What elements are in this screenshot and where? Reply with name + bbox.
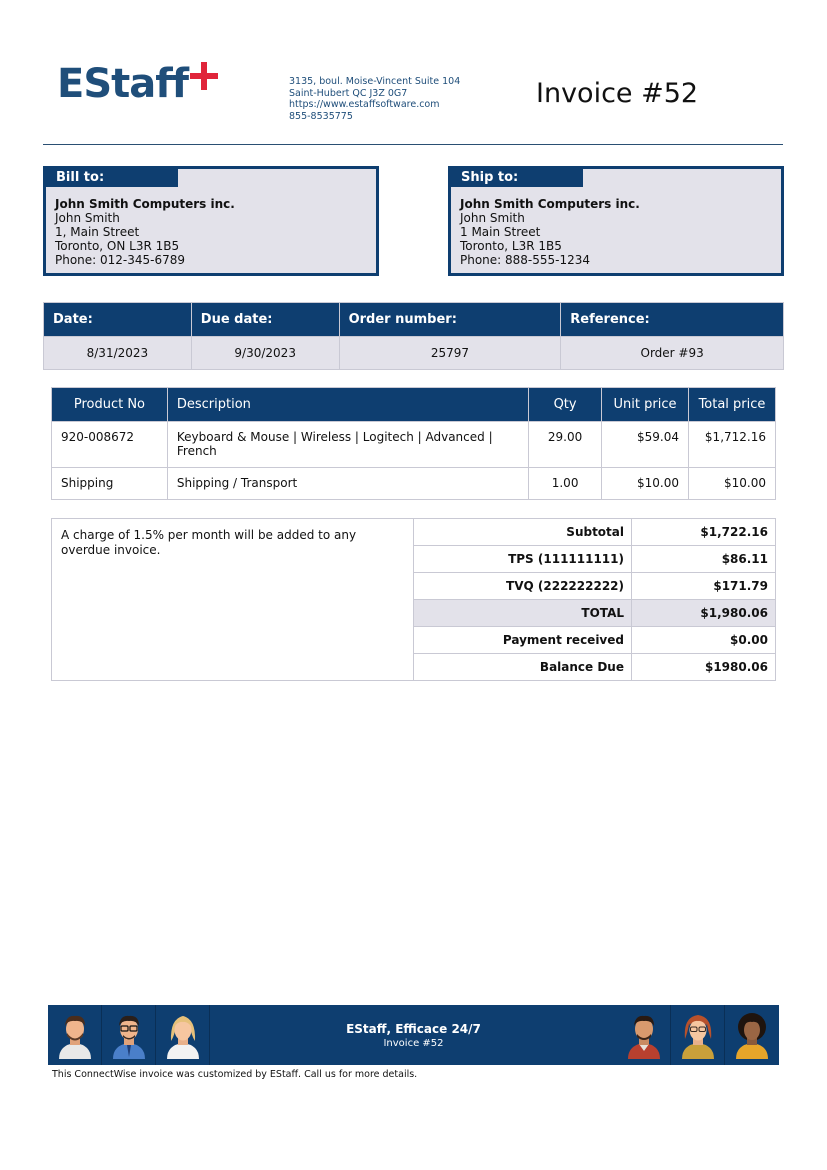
overdue-charge-note: A charge of 1.5% per month will be added to any overdue invoice. (51, 518, 414, 681)
unit-price-cell: $10.00 (602, 468, 689, 500)
footer-band (48, 1005, 779, 1065)
reference-value: Order #93 (561, 337, 784, 370)
product-no-cell: Shipping (52, 468, 168, 500)
company-website[interactable]: https://www.estaffsoftware.com (289, 99, 440, 110)
bill-to-phone: Phone: 012-345-6789 (55, 253, 186, 267)
total-price-cell: $1,712.16 (688, 422, 775, 468)
description-header: Description (167, 388, 528, 422)
totals-row-tvq (414, 573, 776, 600)
estaff-logo (57, 61, 218, 107)
table-row (52, 422, 776, 468)
header-divider (43, 144, 783, 145)
bill-to-heading: Bill to: (46, 169, 178, 187)
totals-table (413, 518, 776, 681)
company-address-line2: Saint-Hubert QC J3Z 0G7 (289, 87, 408, 99)
bill-to-address (55, 197, 235, 267)
avatar-woman-blonde-icon (156, 1005, 210, 1065)
tvq-label: TVQ (222222222) (414, 573, 632, 600)
payment-received-value: $0.00 (632, 627, 776, 654)
bill-to-street: 1, Main Street (55, 225, 140, 239)
info-header-row (44, 303, 784, 337)
avatar-woman-red-hair-icon (671, 1005, 725, 1065)
bill-to-name: John Smith (55, 211, 120, 225)
balance-due-label: Balance Due (414, 654, 632, 681)
total-value: $1,980.06 (632, 600, 776, 627)
avatar-man-glasses-icon (102, 1005, 156, 1065)
total-price-header: Total price (688, 388, 775, 422)
order-number-value: 25797 (339, 337, 561, 370)
payment-received-label: Payment received (414, 627, 632, 654)
totals-row-subtotal (414, 519, 776, 546)
invoice-title: Invoice #52 (536, 78, 699, 109)
ship-to-box (448, 166, 784, 276)
table-row (52, 468, 776, 500)
total-price-cell: $10.00 (688, 468, 775, 500)
info-value-row (44, 337, 784, 370)
ship-to-heading: Ship to: (451, 169, 583, 187)
company-phone: 855-8535775 (289, 110, 353, 122)
total-label: TOTAL (414, 600, 632, 627)
footer-center (210, 1005, 617, 1065)
footer-invoice-number: Invoice #52 (383, 1038, 444, 1049)
totals-row-payment (414, 627, 776, 654)
unit-price-header: Unit price (602, 388, 689, 422)
product-no-cell: 920-008672 (52, 422, 168, 468)
product-no-header: Product No (52, 388, 168, 422)
totals-row-balance (414, 654, 776, 681)
totals-row-total (414, 600, 776, 627)
items-header-row (52, 388, 776, 422)
unit-price-cell: $59.04 (602, 422, 689, 468)
company-address-line1: 3135, boul. Moise-Vincent Suite 104 (289, 76, 461, 87)
footer-note: This ConnectWise invoice was customized by EStaff. Call us for more details. (52, 1069, 418, 1080)
avatar-woman-curly-icon (725, 1005, 779, 1065)
bill-to-company: John Smith Computers inc. (55, 197, 235, 211)
logo-text: EStaff (57, 61, 189, 107)
bill-to-city: Toronto, ON L3R 1B5 (55, 239, 180, 253)
date-header: Date: (44, 303, 192, 337)
balance-due-value: $1980.06 (632, 654, 776, 681)
ship-to-name: John Smith (460, 211, 525, 225)
avatar-man-beard-icon (48, 1005, 102, 1065)
qty-header: Qty (529, 388, 602, 422)
ship-to-street: 1 Main Street (460, 225, 541, 239)
ship-to-address (460, 197, 640, 267)
order-number-header: Order number: (339, 303, 561, 337)
tps-value: $86.11 (632, 546, 776, 573)
subtotal-label: Subtotal (414, 519, 632, 546)
company-info (289, 76, 460, 122)
qty-cell: 29.00 (529, 422, 602, 468)
invoice-info-table (43, 302, 784, 370)
bill-to-box (43, 166, 379, 276)
subtotal-value: $1,722.16 (632, 519, 776, 546)
qty-cell: 1.00 (529, 468, 602, 500)
due-date-header: Due date: (191, 303, 339, 337)
description-cell: Shipping / Transport (167, 468, 528, 500)
due-date-value: 9/30/2023 (191, 337, 339, 370)
footer-tagline: EStaff, Efficace 24/7 (346, 1022, 481, 1036)
date-value: 8/31/2023 (44, 337, 192, 370)
ship-to-city: Toronto, L3R 1B5 (460, 239, 562, 253)
tvq-value: $171.79 (632, 573, 776, 600)
totals-row-tps (414, 546, 776, 573)
reference-header: Reference: (561, 303, 784, 337)
description-cell: Keyboard & Mouse | Wireless | Logitech | Advanced | French (167, 422, 528, 468)
line-items-table (51, 387, 776, 500)
tps-label: TPS (111111111) (414, 546, 632, 573)
avatar-man-red-jacket-icon (617, 1005, 671, 1065)
ship-to-phone: Phone: 888-555-1234 (460, 253, 591, 267)
ship-to-company: John Smith Computers inc. (460, 197, 640, 211)
plus-icon (190, 62, 218, 90)
